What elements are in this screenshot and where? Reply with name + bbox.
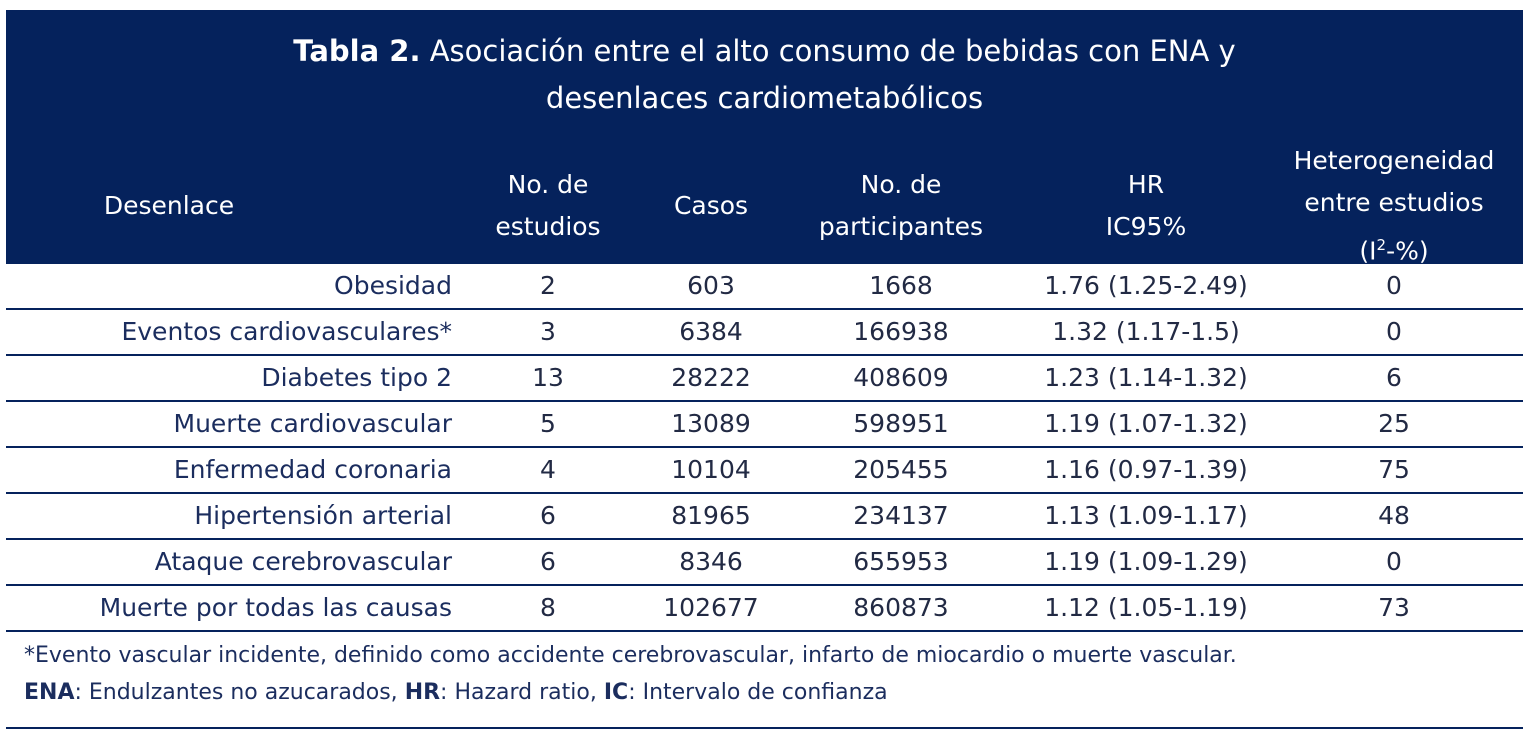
cell-participantes: 166938 — [853, 317, 949, 346]
cell-hr: 1.23 (1.14-1.32) — [1044, 363, 1248, 392]
cell-estudios: 13 — [532, 363, 564, 392]
cell-desenlace: Eventos cardiovasculares* — [121, 317, 452, 346]
cell-het: 6 — [1386, 363, 1402, 392]
cell-estudios: 8 — [540, 593, 556, 622]
cell-hr: 1.13 (1.09-1.17) — [1044, 501, 1248, 530]
cell-hr: 1.19 (1.09-1.29) — [1044, 547, 1248, 576]
cell-casos: 28222 — [671, 363, 751, 392]
cell-desenlace: Muerte por todas las causas — [99, 593, 452, 622]
table-row — [6, 586, 1523, 632]
table-row — [6, 356, 1523, 402]
footnote-event-definition: *Evento vascular incidente, definido como accidente cerebrovascular, infarto de miocardio o muerte vascular. — [24, 643, 1237, 668]
abbr-definition: : Endulzantes no azucarados, — [74, 680, 405, 705]
cell-participantes: 860873 — [853, 593, 949, 622]
col-header-casos: Casos — [673, 191, 749, 220]
cell-het: 25 — [1378, 409, 1410, 438]
cell-het: 0 — [1386, 317, 1402, 346]
col-header-estudios: No. de estudios — [495, 170, 601, 241]
cell-hr: 1.32 (1.17-1.5) — [1052, 317, 1240, 346]
title-line2: desenlaces cardiometabólicos — [545, 81, 984, 115]
cell-hr: 1.19 (1.07-1.32) — [1044, 409, 1248, 438]
abbr-term: IC — [603, 680, 629, 705]
cell-estudios: 6 — [540, 501, 556, 530]
col-header-participantes: No. de participantes — [818, 170, 984, 241]
table-row — [6, 494, 1523, 540]
cell-casos: 13089 — [671, 409, 751, 438]
abbr-definition: : Intervalo de confianza — [628, 680, 888, 705]
col-header-hr: HR IC95% — [1105, 170, 1187, 241]
cell-het: 73 — [1378, 593, 1410, 622]
results-table — [6, 10, 1523, 632]
table-body — [6, 264, 1523, 632]
abbr-term: ENA — [24, 680, 75, 705]
cell-estudios: 5 — [540, 409, 556, 438]
title-line1: Asociación entre el alto consumo de bebidas con ENA y — [420, 34, 1236, 68]
cell-het: 75 — [1378, 455, 1410, 484]
cell-hr: 1.12 (1.05-1.19) — [1044, 593, 1248, 622]
cell-hr: 1.16 (0.97-1.39) — [1044, 455, 1248, 484]
table-row — [6, 402, 1523, 448]
bottom-divider — [6, 727, 1523, 729]
cell-het: 0 — [1386, 547, 1402, 576]
table-header — [6, 10, 1523, 264]
col-header-heterogeneidad: Heterogeneidad entre estudios $(I^2-\%)$ — [1293, 145, 1495, 266]
cell-participantes: 598951 — [853, 409, 949, 438]
cell-het: 48 — [1378, 501, 1410, 530]
cell-participantes: 1668 — [869, 271, 933, 300]
cell-participantes: 408609 — [853, 363, 949, 392]
table-row — [6, 540, 1523, 586]
cell-casos: 102677 — [663, 593, 759, 622]
table-row — [6, 264, 1523, 310]
table-row — [6, 310, 1523, 356]
abbr-term: HR — [404, 680, 441, 705]
cell-participantes: 655953 — [853, 547, 949, 576]
cell-casos: 8346 — [679, 547, 743, 576]
cell-hr: 1.76 (1.25-2.49) — [1044, 271, 1248, 300]
cell-desenlace: Muerte cardiovascular — [173, 409, 452, 438]
table-row — [6, 448, 1523, 494]
cell-desenlace: Obesidad — [334, 271, 452, 300]
cell-participantes: 234137 — [853, 501, 949, 530]
footnote-abbreviations — [24, 674, 1237, 711]
cell-estudios: 6 — [540, 547, 556, 576]
cell-estudios: 2 — [540, 271, 556, 300]
cell-desenlace: Enfermedad coronaria — [173, 455, 452, 484]
cell-casos: 603 — [687, 271, 735, 300]
abbr-definition: : Hazard ratio, — [440, 680, 604, 705]
cell-participantes: 205455 — [853, 455, 949, 484]
cell-desenlace: Hipertensión arterial — [194, 501, 452, 530]
cell-desenlace: Ataque cerebrovascular — [154, 547, 452, 576]
footnotes — [24, 637, 1237, 711]
cell-estudios: 3 — [540, 317, 556, 346]
cell-casos: 6384 — [679, 317, 743, 346]
cell-desenlace: Diabetes tipo 2 — [261, 363, 452, 392]
cell-estudios: 4 — [540, 455, 556, 484]
title-prefix: Tabla 2. — [293, 34, 421, 68]
cell-casos: 81965 — [671, 501, 751, 530]
cell-het: 0 — [1386, 271, 1402, 300]
table-title — [6, 28, 1523, 122]
col-header-desenlace: Desenlace — [103, 191, 235, 220]
cell-casos: 10104 — [671, 455, 751, 484]
